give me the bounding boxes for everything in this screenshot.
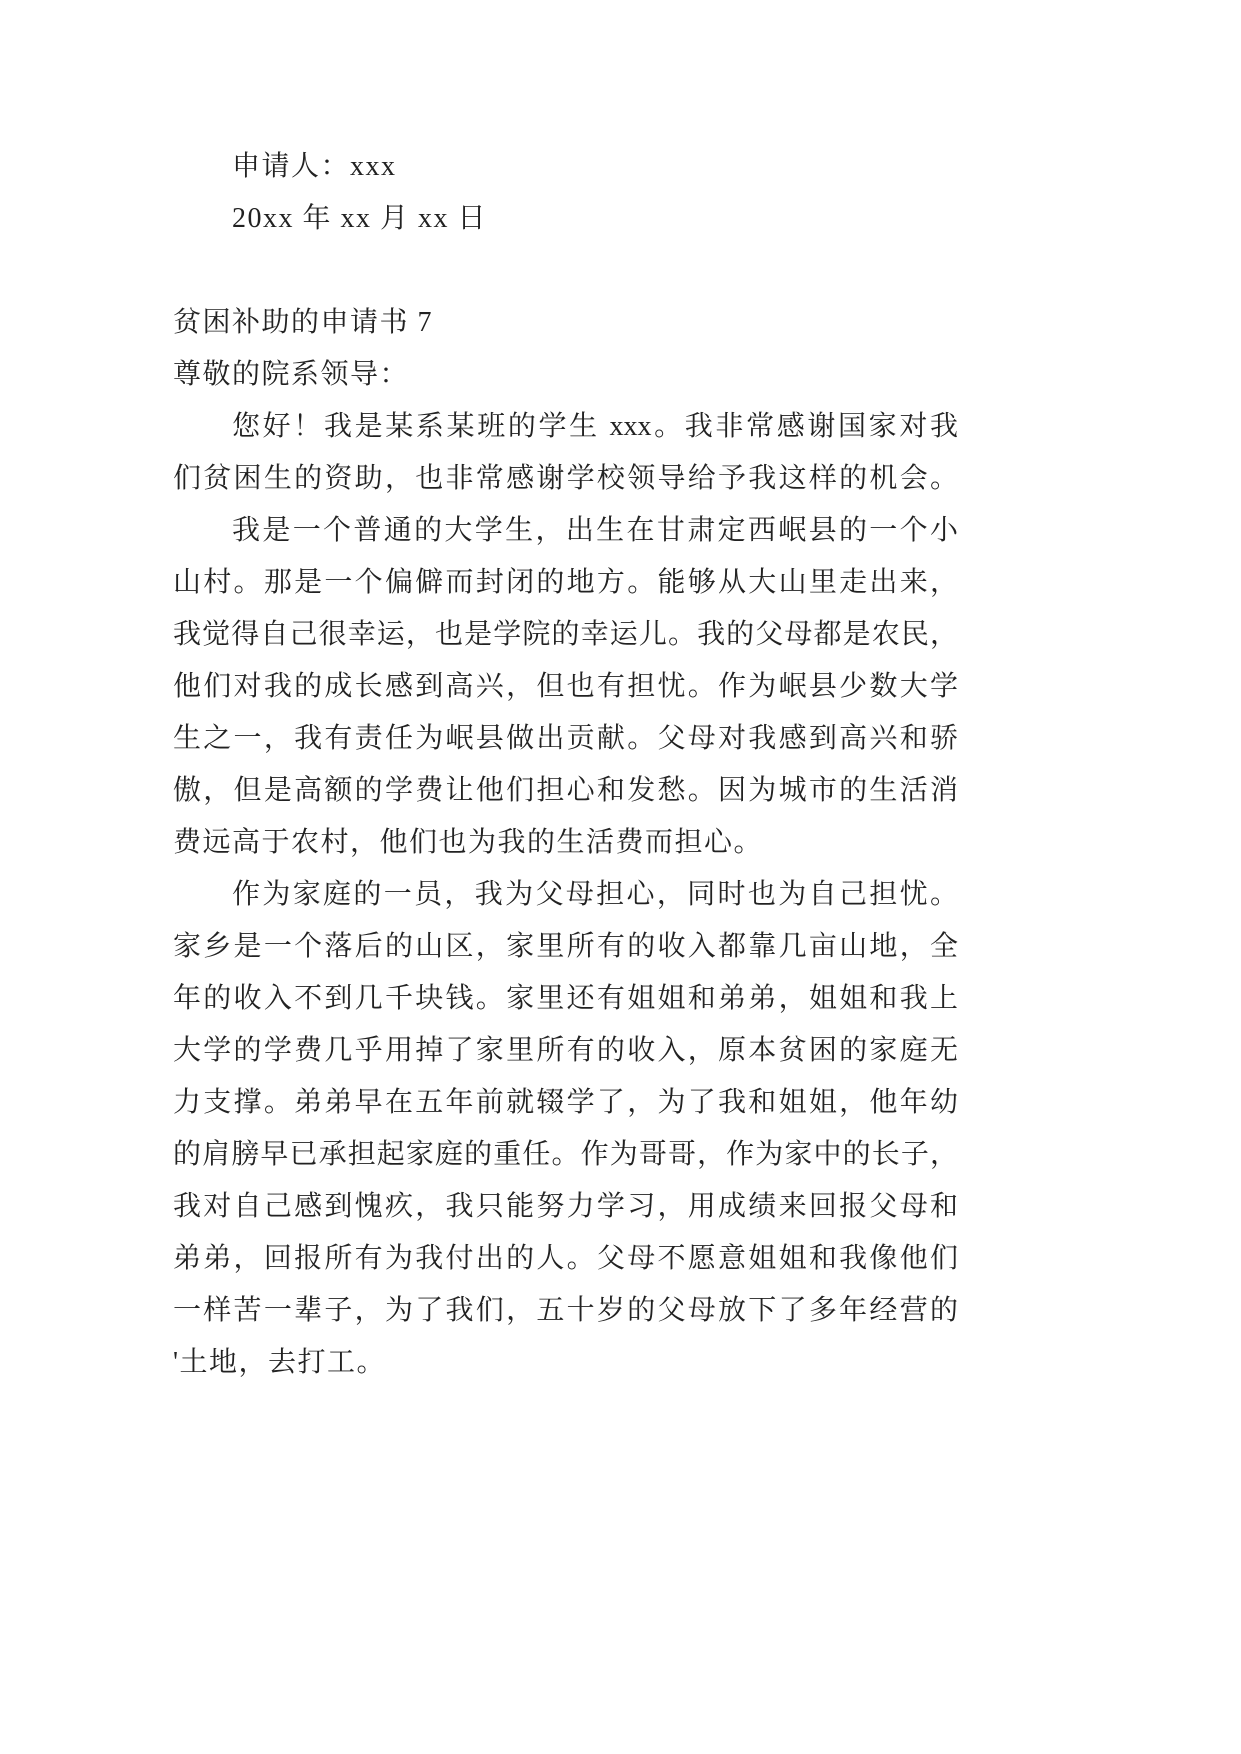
- text-line: 力支撑。弟弟早在五年前就辍学了，为了我和姐姐，他年幼: [173, 1087, 958, 1118]
- signature-block: [173, 141, 958, 245]
- text-line: 年的收入不到几千块钱。家里还有姐姐和弟弟，姐姐和我上: [173, 983, 958, 1014]
- text-line: 他们对我的成长感到高兴，但也有担忧。作为岷县少数大学: [173, 671, 958, 702]
- text-line: 家乡是一个落后的山区，家里所有的收入都靠几亩山地，全: [173, 931, 958, 962]
- text-line: 弟弟，回报所有为我付出的人。父母不愿意姐姐和我像他们: [173, 1243, 958, 1274]
- text-line: 傲，但是高额的学费让他们担心和发愁。因为城市的生活消: [173, 775, 958, 806]
- text-line: 山村。那是一个偏僻而封闭的地方。能够从大山里走出来，: [173, 567, 958, 598]
- salutation: 尊敬的院系领导：: [173, 359, 410, 390]
- text-line: 您好！我是某系某班的学生 xxx。我非常感谢国家对我: [232, 411, 958, 442]
- text-line: 的肩膀早已承担起家庭的重任。作为哥哥，作为家中的长子，: [173, 1139, 958, 1170]
- text-line: 一样苦一辈子，为了我们，五十岁的父母放下了多年经营的: [173, 1295, 958, 1326]
- text-line: 作为家庭的一员，我为父母担心，同时也为自己担忧。: [232, 879, 958, 910]
- paragraph-greeting: [173, 401, 958, 505]
- text-line: 大学的学费几乎用掉了家里所有的收入，原本贫困的家庭无: [173, 1035, 958, 1066]
- text-line: 我觉得自己很幸运，也是学院的幸运儿。我的父母都是农民，: [173, 619, 958, 650]
- text-line: 们贫困生的资助，也非常感谢学校领导给予我这样的机会。: [173, 463, 958, 494]
- blank-line: [173, 245, 958, 297]
- text-line: '土地，去打工。: [173, 1347, 387, 1378]
- paragraph-family: [173, 869, 958, 1389]
- document-title: 贫困补助的申请书 7: [173, 307, 434, 338]
- document-body: [173, 141, 958, 1389]
- date-line: 20xx 年 xx 月 xx 日: [232, 203, 488, 234]
- text-line: 我对自己感到愧疚，我只能努力学习，用成绩来回报父母和: [173, 1191, 958, 1222]
- text-line: 费远高于农村，他们也为我的生活费而担心。: [173, 827, 764, 858]
- text-line: 我是一个普通的大学生，出生在甘肃定西岷县的一个小: [232, 515, 958, 546]
- text-line: 生之一，我有责任为岷县做出贡献。父母对我感到高兴和骄: [173, 723, 958, 754]
- applicant-line: 申请人：xxx: [232, 151, 397, 182]
- paragraph-background: [173, 505, 958, 869]
